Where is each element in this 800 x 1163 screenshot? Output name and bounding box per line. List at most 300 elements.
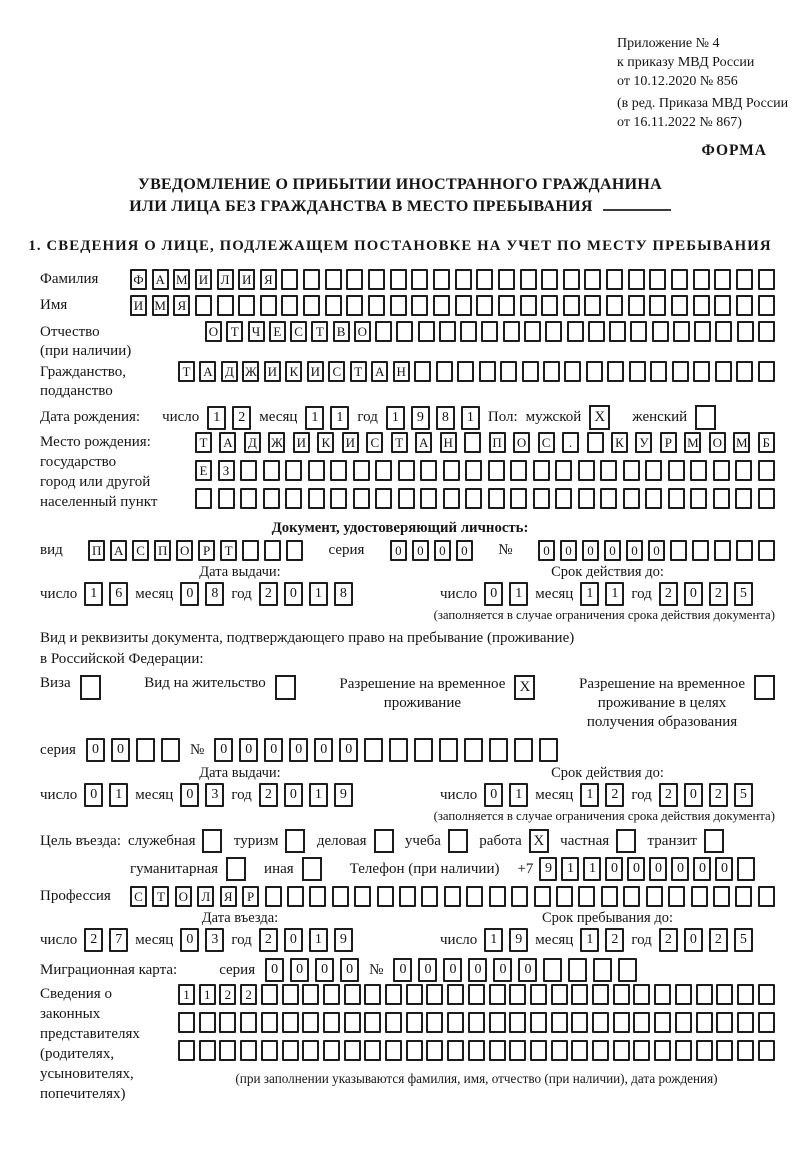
char-cell	[240, 1040, 257, 1061]
char-cell: 0	[340, 958, 359, 982]
char-cell: 0	[239, 738, 258, 762]
birth-day-cells	[207, 406, 251, 430]
residence-permit-checkbox	[275, 675, 296, 700]
tourism-label: туризм	[233, 832, 279, 849]
citizenship-row	[40, 361, 775, 401]
char-cell	[325, 295, 342, 316]
entry-date-title: Дата въезда:	[201, 910, 279, 926]
char-cell	[468, 984, 485, 1005]
char-cell: 0	[684, 783, 703, 807]
char-cell	[443, 488, 460, 509]
entry-month-cells	[180, 928, 224, 952]
char-cell	[628, 269, 645, 290]
char-cell: М	[152, 295, 169, 316]
char-cell	[555, 460, 572, 481]
char-cell: 5	[734, 928, 753, 952]
citizenship-label: Гражданство, подданство	[40, 364, 127, 399]
char-cell	[713, 886, 730, 907]
char-cell	[426, 1040, 443, 1061]
month-label: месяц	[135, 786, 174, 803]
char-cell	[344, 1012, 361, 1033]
entry-date-group	[40, 910, 440, 952]
char-cell: У	[635, 432, 652, 453]
char-cell	[609, 321, 626, 342]
char-cell	[578, 460, 595, 481]
char-cell: 2	[259, 783, 278, 807]
char-cell: Е	[269, 321, 286, 342]
char-cell	[414, 738, 433, 762]
char-cell	[693, 361, 710, 382]
char-cell: О	[205, 321, 222, 342]
char-cell	[713, 460, 730, 481]
year-label: год	[631, 786, 652, 803]
char-cell	[368, 269, 385, 290]
char-cell	[489, 1040, 506, 1061]
char-cell	[489, 738, 508, 762]
char-cell	[568, 958, 587, 982]
char-cell	[690, 488, 707, 509]
day-label: число	[440, 786, 478, 803]
char-cell: А	[415, 432, 432, 453]
char-cell	[354, 886, 371, 907]
month-label: месяц	[535, 786, 574, 803]
char-cell: 0	[111, 738, 130, 762]
sex-female-label: женский	[632, 409, 688, 425]
char-cell	[199, 1012, 216, 1033]
char-cell	[323, 1012, 340, 1033]
char-cell	[714, 269, 731, 290]
purpose-tourism	[234, 829, 306, 853]
char-cell: К	[317, 432, 334, 453]
migration-number-cells	[393, 958, 637, 982]
char-cell	[758, 1040, 775, 1061]
char-cell	[736, 295, 753, 316]
day-label: число	[40, 585, 78, 602]
char-cell	[715, 321, 732, 342]
issue-day-cells	[84, 783, 128, 807]
identity-doc-row	[40, 540, 775, 561]
char-cell: Ч	[248, 321, 265, 342]
char-cell	[714, 295, 731, 316]
char-cell: 2	[259, 582, 278, 606]
char-cell: 1	[561, 857, 579, 881]
char-cell	[488, 488, 505, 509]
char-cell: 9	[334, 928, 353, 952]
name-row	[40, 295, 775, 316]
char-cell: 2	[232, 406, 251, 430]
char-cell	[443, 460, 460, 481]
representatives-note: (при заполнении указываются фамилия, имя, отчество (при наличии), дата рождения)	[235, 1071, 718, 1086]
char-cell	[584, 295, 601, 316]
char-cell	[282, 984, 299, 1005]
char-cell	[633, 1012, 650, 1033]
name-label: Имя	[40, 297, 68, 313]
day-label: число	[40, 786, 78, 803]
char-cell	[161, 738, 180, 762]
char-cell	[613, 984, 630, 1005]
char-cell	[302, 1012, 319, 1033]
char-cell	[592, 984, 609, 1005]
char-cell	[364, 1012, 381, 1033]
char-cell	[737, 321, 754, 342]
char-cell: Т	[220, 540, 237, 561]
char-cell: О	[354, 321, 371, 342]
char-cell: Д	[244, 432, 261, 453]
char-cell: И	[307, 361, 324, 382]
char-cell: К	[611, 432, 628, 453]
char-cell	[571, 984, 588, 1005]
char-cell	[758, 460, 775, 481]
char-cell: 0	[284, 928, 303, 952]
char-cell	[433, 269, 450, 290]
char-cell	[346, 269, 363, 290]
char-cell	[418, 321, 435, 342]
char-cell: 1	[484, 928, 503, 952]
char-cell	[670, 540, 687, 561]
char-cell: 0	[468, 958, 487, 982]
char-cell: П	[88, 540, 105, 561]
profession-row	[40, 886, 775, 907]
char-cell	[543, 958, 562, 982]
birth-year-cells	[386, 406, 480, 430]
char-cell	[263, 488, 280, 509]
char-cell	[411, 269, 428, 290]
char-cell	[671, 269, 688, 290]
char-cell	[178, 1012, 195, 1033]
char-cell: Т	[311, 321, 328, 342]
char-cell	[628, 295, 645, 316]
order-reference-line: от 16.11.2022 № 867)	[617, 115, 742, 130]
business-label: деловая	[316, 832, 367, 849]
char-cell	[281, 269, 298, 290]
char-cell	[541, 295, 558, 316]
char-cell: 1	[178, 984, 195, 1005]
char-cell: А	[371, 361, 388, 382]
char-cell	[199, 1040, 216, 1061]
char-cell	[489, 1012, 506, 1033]
char-cell	[447, 984, 464, 1005]
char-cell	[736, 269, 753, 290]
char-cell	[758, 984, 775, 1005]
char-cell: Я	[173, 295, 190, 316]
char-cell: И	[264, 361, 281, 382]
char-cell: 7	[109, 928, 128, 952]
char-cell	[592, 1012, 609, 1033]
month-label: месяц	[135, 931, 174, 948]
char-cell: 1	[305, 406, 324, 430]
char-cell: С	[538, 432, 555, 453]
temp-permit-label: Разрешение на временное проживание	[339, 676, 506, 711]
char-cell: 0	[649, 857, 667, 881]
char-cell	[346, 295, 363, 316]
valid-year-cells	[659, 582, 753, 606]
char-cell: Т	[350, 361, 367, 382]
char-cell	[654, 1040, 671, 1061]
char-cell: Я	[260, 269, 277, 290]
form-label: ФОРМА	[701, 142, 767, 159]
representatives-row2	[178, 1012, 775, 1033]
char-cell	[693, 295, 710, 316]
char-cell	[668, 460, 685, 481]
char-cell: 5	[734, 582, 753, 606]
char-cell	[364, 1040, 381, 1061]
char-cell: 0	[264, 738, 283, 762]
char-cell	[530, 1040, 547, 1061]
char-cell	[385, 1040, 402, 1061]
char-cell: А	[219, 432, 236, 453]
other-purpose-checkbox	[302, 857, 322, 881]
char-cell	[353, 488, 370, 509]
entry-year-cells	[259, 928, 353, 952]
char-cell: Ж	[268, 432, 285, 453]
migration-series-cells	[265, 958, 359, 982]
issue-year-cells	[259, 783, 353, 807]
char-cell: 0	[393, 958, 412, 982]
char-cell: 0	[493, 958, 512, 982]
char-cell	[654, 984, 671, 1005]
char-cell	[219, 1012, 236, 1033]
char-cell	[421, 886, 438, 907]
char-cell	[136, 738, 155, 762]
char-cell	[555, 488, 572, 509]
representatives-label: Сведения о законных представителях (родителях, усыновителях, попечителях)	[40, 986, 140, 1102]
char-cell: 0	[434, 540, 451, 561]
char-cell	[650, 361, 667, 382]
char-cell	[737, 984, 754, 1005]
identity-doc-heading: Документ, удостоверяющий личность:	[271, 520, 529, 536]
char-cell: 8	[436, 406, 455, 430]
char-cell	[541, 269, 558, 290]
official-checkbox	[202, 829, 222, 853]
char-cell: Я	[220, 886, 237, 907]
doc-number-cells	[538, 540, 775, 561]
char-cell	[736, 361, 753, 382]
char-cell	[325, 269, 342, 290]
char-cell	[690, 460, 707, 481]
char-cell: 5	[734, 783, 753, 807]
char-cell: 2	[659, 783, 678, 807]
char-cell: 3	[205, 928, 224, 952]
char-cell: О	[176, 540, 193, 561]
study-label: учеба	[404, 832, 441, 849]
char-cell: С	[366, 432, 383, 453]
char-cell	[287, 886, 304, 907]
char-cell	[411, 295, 428, 316]
other-purpose-label: иная	[264, 860, 294, 877]
transit-label: транзит	[647, 832, 697, 849]
char-cell: 0	[390, 540, 407, 561]
char-cell: М	[173, 269, 190, 290]
char-cell	[716, 984, 733, 1005]
char-cell	[240, 1012, 257, 1033]
char-cell	[520, 295, 537, 316]
char-cell	[344, 1040, 361, 1061]
issue-date-title: Дата выдачи:	[199, 564, 281, 580]
char-cell	[466, 886, 483, 907]
purpose-work	[479, 829, 549, 853]
char-cell	[530, 984, 547, 1005]
char-cell	[735, 886, 752, 907]
char-cell	[465, 460, 482, 481]
char-cell	[309, 886, 326, 907]
char-cell	[476, 295, 493, 316]
char-cell	[623, 886, 640, 907]
char-cell	[509, 984, 526, 1005]
char-cell	[281, 295, 298, 316]
char-cell	[439, 738, 458, 762]
char-cell: 0	[456, 540, 473, 561]
char-cell: 2	[240, 984, 257, 1005]
char-cell	[675, 1040, 692, 1061]
char-cell	[455, 295, 472, 316]
char-cell: 1	[199, 984, 216, 1005]
char-cell	[758, 886, 775, 907]
char-cell	[464, 432, 481, 453]
char-cell	[261, 1012, 278, 1033]
birthplace-cells	[195, 432, 775, 516]
residence-series-cells	[86, 738, 180, 762]
char-cell	[672, 361, 689, 382]
char-cell: 1	[309, 783, 328, 807]
char-cell: 2	[709, 783, 728, 807]
char-cell	[302, 984, 319, 1005]
char-cell	[468, 1040, 485, 1061]
char-cell: 0	[538, 540, 555, 561]
char-cell	[613, 1012, 630, 1033]
identity-doc-dates	[40, 564, 775, 606]
purpose-private	[560, 829, 636, 853]
char-cell: И	[342, 432, 359, 453]
char-cell: 0	[684, 582, 703, 606]
char-cell: П	[154, 540, 171, 561]
char-cell: 0	[289, 738, 308, 762]
char-cell	[509, 1040, 526, 1061]
char-cell	[303, 295, 320, 316]
birthplace-row1	[195, 432, 775, 453]
char-cell	[498, 295, 515, 316]
char-cell	[238, 295, 255, 316]
valid-day-cells	[484, 582, 528, 606]
char-cell	[671, 295, 688, 316]
char-cell: 2	[709, 582, 728, 606]
char-cell	[586, 361, 603, 382]
char-cell	[539, 738, 558, 762]
char-cell	[533, 460, 550, 481]
char-cell	[758, 488, 775, 509]
char-cell: 9	[334, 783, 353, 807]
private-label: частная	[560, 832, 610, 849]
char-cell: 0	[605, 857, 623, 881]
char-cell	[481, 321, 498, 342]
stay-until-group	[440, 910, 775, 952]
residence-doc-dates	[40, 765, 775, 807]
month-label: месяц	[535, 931, 574, 948]
char-cell	[195, 295, 212, 316]
char-cell	[178, 1040, 195, 1061]
char-cell	[629, 361, 646, 382]
char-cell: 0	[412, 540, 429, 561]
issue-day-cells	[84, 582, 128, 606]
profession-label: Профессия	[40, 888, 111, 904]
char-cell	[696, 984, 713, 1005]
char-cell: 1	[309, 928, 328, 952]
char-cell: 2	[219, 984, 236, 1005]
char-cell	[426, 984, 443, 1005]
char-cell	[551, 1012, 568, 1033]
birthplace-row3	[195, 488, 775, 509]
char-cell	[457, 361, 474, 382]
char-cell: 1	[580, 783, 599, 807]
char-cell: 9	[539, 857, 557, 881]
char-cell	[545, 321, 562, 342]
stay-year-cells	[659, 928, 753, 952]
phone-cells	[539, 857, 755, 881]
char-cell	[242, 540, 259, 561]
char-cell	[479, 361, 496, 382]
order-reference-line: от 10.12.2020 № 856	[617, 74, 738, 89]
char-cell: С	[132, 540, 149, 561]
char-cell	[571, 1040, 588, 1061]
purpose-transit	[648, 829, 724, 853]
char-cell	[524, 321, 541, 342]
valid-day-cells	[484, 783, 528, 807]
char-cell: Д	[221, 361, 238, 382]
char-cell: И	[195, 269, 212, 290]
patronymic-row	[40, 321, 775, 361]
section1-heading: 1. СВЕДЕНИЯ О ЛИЦЕ, ПОДЛЕЖАЩЕМ ПОСТАНОВКЕ НА УЧЕТ ПО МЕСТУ ПРЕБЫВАНИЯ	[28, 238, 772, 254]
char-cell: С	[130, 886, 147, 907]
char-cell	[633, 1040, 650, 1061]
char-cell: 0	[693, 857, 711, 881]
char-cell	[286, 540, 303, 561]
char-cell: А	[110, 540, 127, 561]
day-label: число	[440, 585, 478, 602]
char-cell	[673, 321, 690, 342]
char-cell: Л	[197, 886, 214, 907]
char-cell	[649, 269, 666, 290]
char-cell: М	[733, 432, 750, 453]
char-cell	[488, 460, 505, 481]
issue-date-title: Дата выдачи:	[199, 765, 281, 781]
char-cell: 1	[386, 406, 405, 430]
purpose-official	[40, 829, 222, 853]
purpose-study	[405, 829, 468, 853]
year-label: год	[631, 585, 652, 602]
char-cell	[758, 361, 775, 382]
order-reference-block	[617, 34, 797, 132]
char-cell	[593, 958, 612, 982]
char-cell: 0	[284, 783, 303, 807]
char-cell	[675, 984, 692, 1005]
form-title-line2: ИЛИ ЛИЦА БЕЗ ГРАЖДАНСТВА В МЕСТО ПРЕБЫВАНИЯ	[0, 196, 800, 218]
char-cell	[737, 857, 755, 881]
char-cell	[426, 1012, 443, 1033]
purpose-business	[317, 829, 394, 853]
char-cell	[464, 738, 483, 762]
char-cell	[377, 886, 394, 907]
char-cell	[330, 488, 347, 509]
doc-kind-cells	[88, 540, 303, 561]
char-cell	[652, 321, 669, 342]
issue-month-cells	[180, 783, 224, 807]
char-cell	[736, 540, 753, 561]
char-cell: 2	[659, 928, 678, 952]
residence-series-row	[40, 738, 775, 762]
sex-male-checkbox: X	[589, 405, 610, 430]
transit-checkbox	[704, 829, 724, 853]
char-cell: Т	[391, 432, 408, 453]
char-cell	[389, 738, 408, 762]
